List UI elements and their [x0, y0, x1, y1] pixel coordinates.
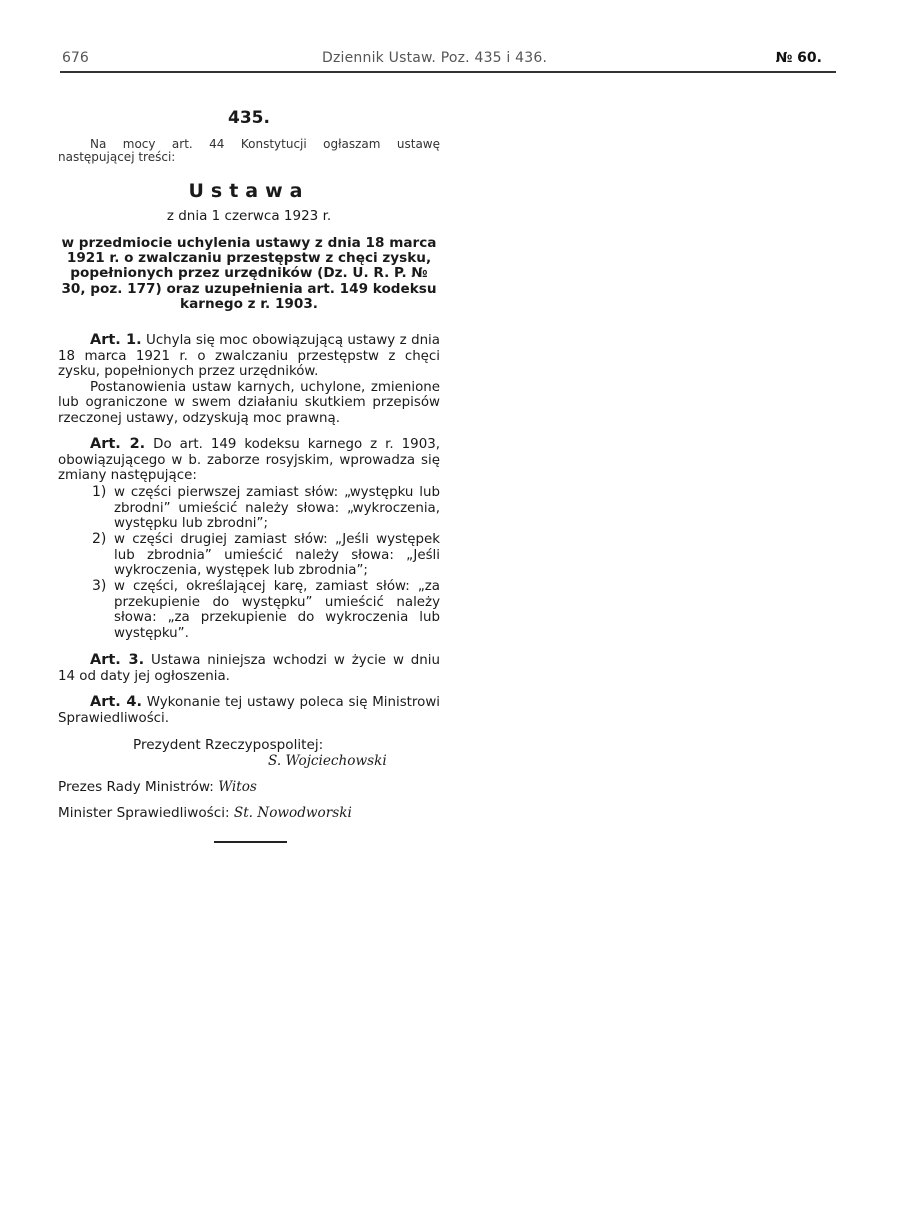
article-4: Art. 4. Wykonanie tej ustawy poleca się Ministrowi Sprawiedliwości. [58, 694, 440, 726]
act-heading: Ustawa [188, 180, 310, 202]
page-header [60, 50, 836, 70]
prime-minister-name: Witos [218, 779, 257, 795]
intro-paragraph: Na mocy art. 44 Konstytucji ogłaszam ustawę następującej treści: [58, 137, 440, 164]
article-2 [58, 437, 440, 484]
issue-number: № 60. [775, 50, 822, 66]
article-1-para-2: Postanowienia ustaw karnych, uchylone, zmienione lub ograniczone w swem działaniu skutkiem przepisów rzeczonej ustawy, odzyskują moc prawną. [58, 379, 440, 426]
president-name: S. Wojciechowski [268, 753, 387, 769]
justice-minister-name: St. Nowodworski [233, 805, 352, 821]
article-label: Art. 4. [90, 694, 142, 710]
article-1-para-1: Art. 1. Uchyla się moc obowiązującą ustawy z dnia 18 marca 1921 r. o zwalczaniu przestępstw z chęci zysku, popełnionych przez urzędników. [58, 332, 440, 379]
president-title: Prezydent Rzeczypospolitej: [133, 737, 324, 753]
journal-title: Dziennik Ustaw. Poz. 435 i 436. [322, 50, 548, 66]
article-2-para-1: Art. 2. Do art. 149 kodeksu karnego z r. 1903, obowiązującego w b. zaborze rosyjskim, wprowadza się zmiany następujące: [58, 436, 440, 483]
end-divider [214, 841, 287, 843]
page-number: 676 [62, 50, 89, 66]
article-label: Art. 2. [90, 436, 146, 452]
article-1 [58, 333, 440, 426]
act-date: z dnia 1 czerwca 1923 r. [166, 208, 332, 224]
amendment-item-1: 1) w części pierwszej zamiast słów: „występku lub zbrodni” umieścić należy słowa: „wykroczenia, występku lub zbrodni”; [92, 484, 440, 531]
article-label: Art. 1. [90, 332, 142, 348]
justice-minister-signature: Minister Sprawiedliwości: St. Nowodworski [58, 805, 352, 821]
amendment-item-3: 3) w części, określającej karę, zamiast słów: „za przekupienie do występku” umieścić należy słowa: „za przekupienie do wykroczenia lub występku”. [92, 578, 440, 641]
prime-minister-signature: Prezes Rady Ministrów: Witos [58, 779, 257, 795]
amendment-item-2: 2) w części drugiej zamiast słów: „Jeśli występek lub zbrodnia” umieścić należy słowa: „Jeśli wykroczenia, występek lub zbrodnia”; [92, 531, 440, 578]
header-divider [60, 71, 836, 73]
act-subject: w przedmiocie uchylenia ustawy z dnia 18 marca 1921 r. o zwalczaniu przestępstw z chęci zysku, popełnionych przez urzędników (Dz. U. R. P. № 30, poz. 177) oraz uzupełnienia art. 149 kodeksu karnego z r. 1903. [61, 235, 437, 312]
article-label: Art. 3. [90, 652, 145, 668]
article-3: Art. 3. Ustawa niniejsza wchodzi w życie w dniu 14 od daty jej ogłoszenia. [58, 652, 440, 684]
position-number: 435. [228, 108, 270, 128]
